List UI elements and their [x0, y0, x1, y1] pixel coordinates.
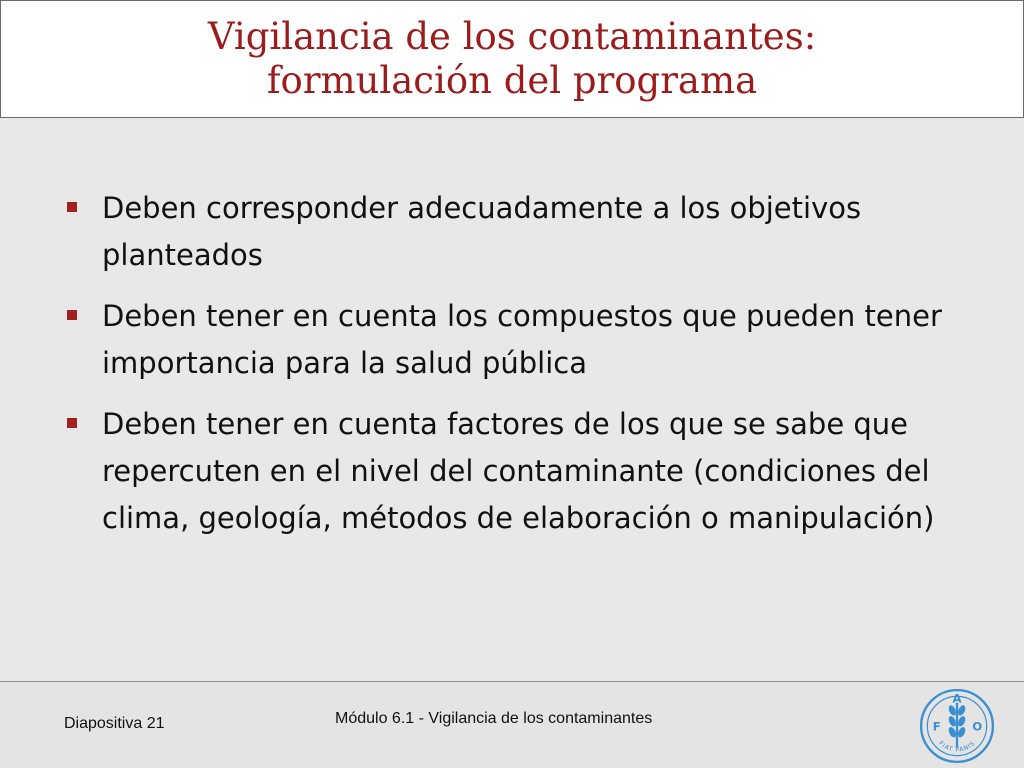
bullet-item [64, 185, 984, 279]
logo-motto: FIAT PANIS [937, 739, 977, 754]
slide-title [208, 15, 816, 103]
bullet-item [64, 401, 984, 542]
slide-content [64, 185, 984, 556]
logo-letter-a: A [952, 691, 962, 706]
bullet-text: Deben tener en cuenta los compuestos que pueden tener importancia para la salud pública [102, 299, 942, 380]
bullet-text: Deben corresponder adecuadamente a los objetivos planteados [102, 191, 862, 272]
module-label: Módulo 6.1 - Vigilancia de los contaminantes [335, 710, 653, 727]
slide-title-line-1: Vigilancia de los contaminantes: [207, 15, 817, 58]
bullet-item [64, 293, 984, 387]
logo-letter-f: F [932, 719, 941, 734]
slide-number: Diapositiva 21 [64, 715, 165, 732]
logo-letter-o: O [972, 719, 983, 734]
slide-footer [0, 681, 1024, 768]
slide-title-line-2: formulación del programa [266, 59, 758, 102]
bullet-list [64, 185, 984, 542]
fao-logo-icon [918, 687, 996, 765]
bullet-text: Deben tener en cuenta factores de los que se sabe que repercuten en el nivel del contaminante (condiciones del clima, geología, métodos de elaboración o manipulación) [102, 407, 935, 535]
square-bullet-icon [67, 418, 77, 428]
square-bullet-icon [67, 310, 77, 320]
title-band [0, 0, 1024, 118]
square-bullet-icon [67, 202, 77, 212]
